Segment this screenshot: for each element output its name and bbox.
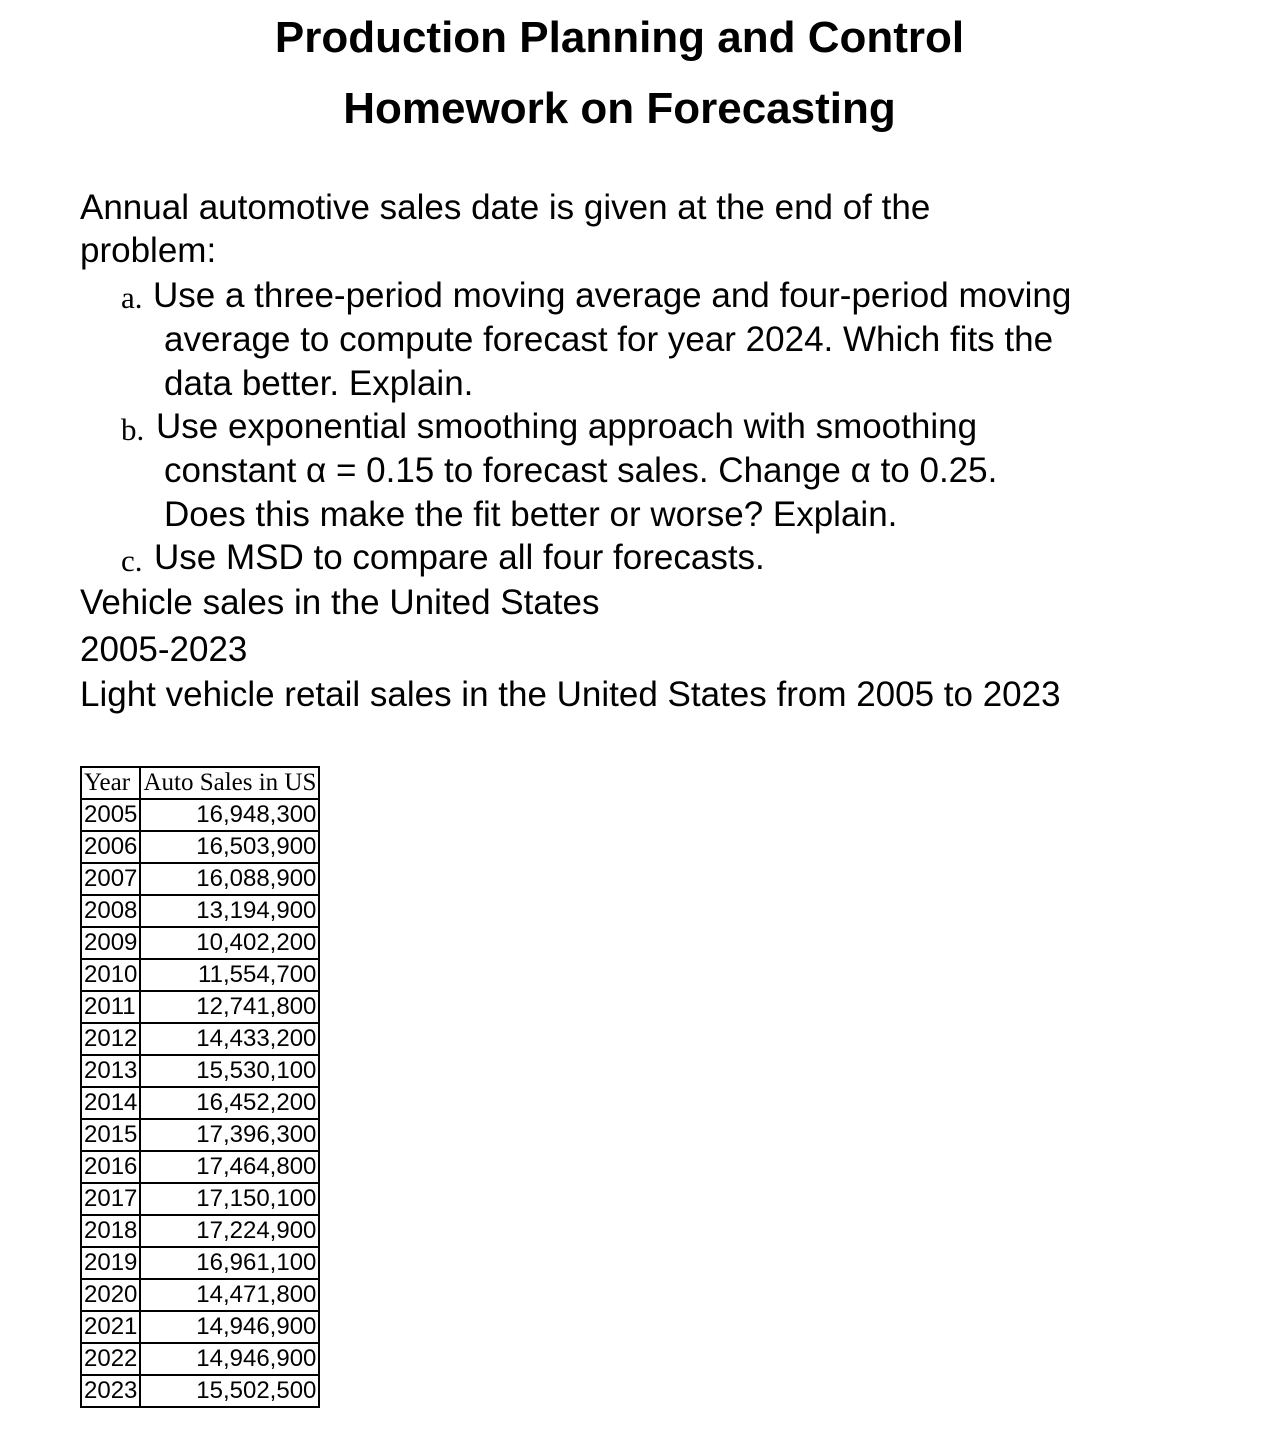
header-auto-sales: Auto Sales in US — [140, 767, 319, 799]
year-cell: 2020 — [81, 1279, 140, 1311]
sales-cell: 16,452,200 — [140, 1087, 319, 1119]
sales-cell: 16,088,900 — [140, 863, 319, 895]
table-row — [81, 927, 319, 959]
year-cell: 2011 — [81, 991, 140, 1023]
intro-text-line-2: problem: — [80, 231, 217, 270]
sales-cell: 16,948,300 — [140, 799, 319, 831]
year-cell: 2013 — [81, 1055, 140, 1087]
year-cell: 2008 — [81, 895, 140, 927]
table-row — [81, 1311, 319, 1343]
sales-cell: 10,402,200 — [140, 927, 319, 959]
sales-cell: 14,946,900 — [140, 1343, 319, 1375]
year-cell: 2014 — [81, 1087, 140, 1119]
sales-cell: 14,433,200 — [140, 1023, 319, 1055]
year-cell: 2018 — [81, 1215, 140, 1247]
sales-cell: 11,554,700 — [140, 959, 319, 991]
item-b-line-2: constant α = 0.15 to forecast sales. Change α to 0.25. — [164, 451, 998, 490]
table-row — [81, 959, 319, 991]
year-cell: 2022 — [81, 1343, 140, 1375]
sales-cell: 14,471,800 — [140, 1279, 319, 1311]
table-row — [81, 1279, 319, 1311]
table-row — [81, 1087, 319, 1119]
sales-cell: 17,396,300 — [140, 1119, 319, 1151]
year-cell: 2009 — [81, 927, 140, 959]
sales-cell: 17,224,900 — [140, 1215, 319, 1247]
sales-cell: 17,150,100 — [140, 1183, 319, 1215]
sales-cell: 13,194,900 — [140, 895, 319, 927]
sales-cell: 16,961,100 — [140, 1247, 319, 1279]
page-subtitle: Homework on Forecasting — [343, 84, 896, 133]
year-cell: 2016 — [81, 1151, 140, 1183]
sales-cell: 16,503,900 — [140, 831, 319, 863]
year-cell: 2015 — [81, 1119, 140, 1151]
year-cell: 2010 — [81, 959, 140, 991]
year-cell: 2005 — [81, 799, 140, 831]
item-c-line-1: Use MSD to compare all four forecasts. — [154, 538, 765, 577]
sales-cell: 14,946,900 — [140, 1311, 319, 1343]
item-b-line-3: Does this make the fit better or worse? Explain. — [164, 495, 898, 534]
item-marker-c: c. — [121, 543, 143, 578]
sales-cell: 12,741,800 — [140, 991, 319, 1023]
caption-line-3: Light vehicle retail sales in the United States from 2005 to 2023 — [80, 675, 1061, 714]
sales-cell: 15,502,500 — [140, 1375, 319, 1407]
table-row — [81, 1215, 319, 1247]
item-marker-a: a. — [121, 280, 143, 315]
table-row — [81, 1023, 319, 1055]
year-cell: 2012 — [81, 1023, 140, 1055]
caption-line-1: Vehicle sales in the United States — [80, 583, 600, 622]
item-a-line-2: average to compute forecast for year 2024. Which fits the — [164, 320, 1054, 359]
table-row — [81, 895, 319, 927]
item-marker-b: b. — [121, 412, 145, 447]
table-row — [81, 1119, 319, 1151]
table-row — [81, 1183, 319, 1215]
page-title: Production Planning and Control — [274, 13, 965, 62]
table-row — [81, 1055, 319, 1087]
table-row — [81, 991, 319, 1023]
item-a-line-3: data better. Explain. — [164, 364, 474, 403]
year-cell: 2007 — [81, 863, 140, 895]
table-row — [81, 1247, 319, 1279]
table-header-row — [81, 767, 319, 799]
table-row — [81, 1343, 319, 1375]
year-cell: 2023 — [81, 1375, 140, 1407]
header-year: Year — [81, 767, 140, 799]
item-b-line-1: Use exponential smoothing approach with smoothing — [156, 407, 978, 446]
intro-text-line-1: Annual automotive sales date is given at the end of the — [80, 188, 931, 227]
sales-cell: 15,530,100 — [140, 1055, 319, 1087]
table-body — [81, 799, 319, 1407]
table-row — [81, 863, 319, 895]
caption-line-2: 2005-2023 — [80, 630, 248, 669]
year-cell: 2006 — [81, 831, 140, 863]
year-cell: 2021 — [81, 1311, 140, 1343]
year-cell: 2017 — [81, 1183, 140, 1215]
item-a-line-1: Use a three-period moving average and four-period moving — [153, 276, 1072, 315]
table-row — [81, 1151, 319, 1183]
year-cell: 2019 — [81, 1247, 140, 1279]
sales-cell: 17,464,800 — [140, 1151, 319, 1183]
auto-sales-table — [80, 766, 320, 1408]
table-row — [81, 1375, 319, 1407]
table-row — [81, 831, 319, 863]
table-row — [81, 799, 319, 831]
